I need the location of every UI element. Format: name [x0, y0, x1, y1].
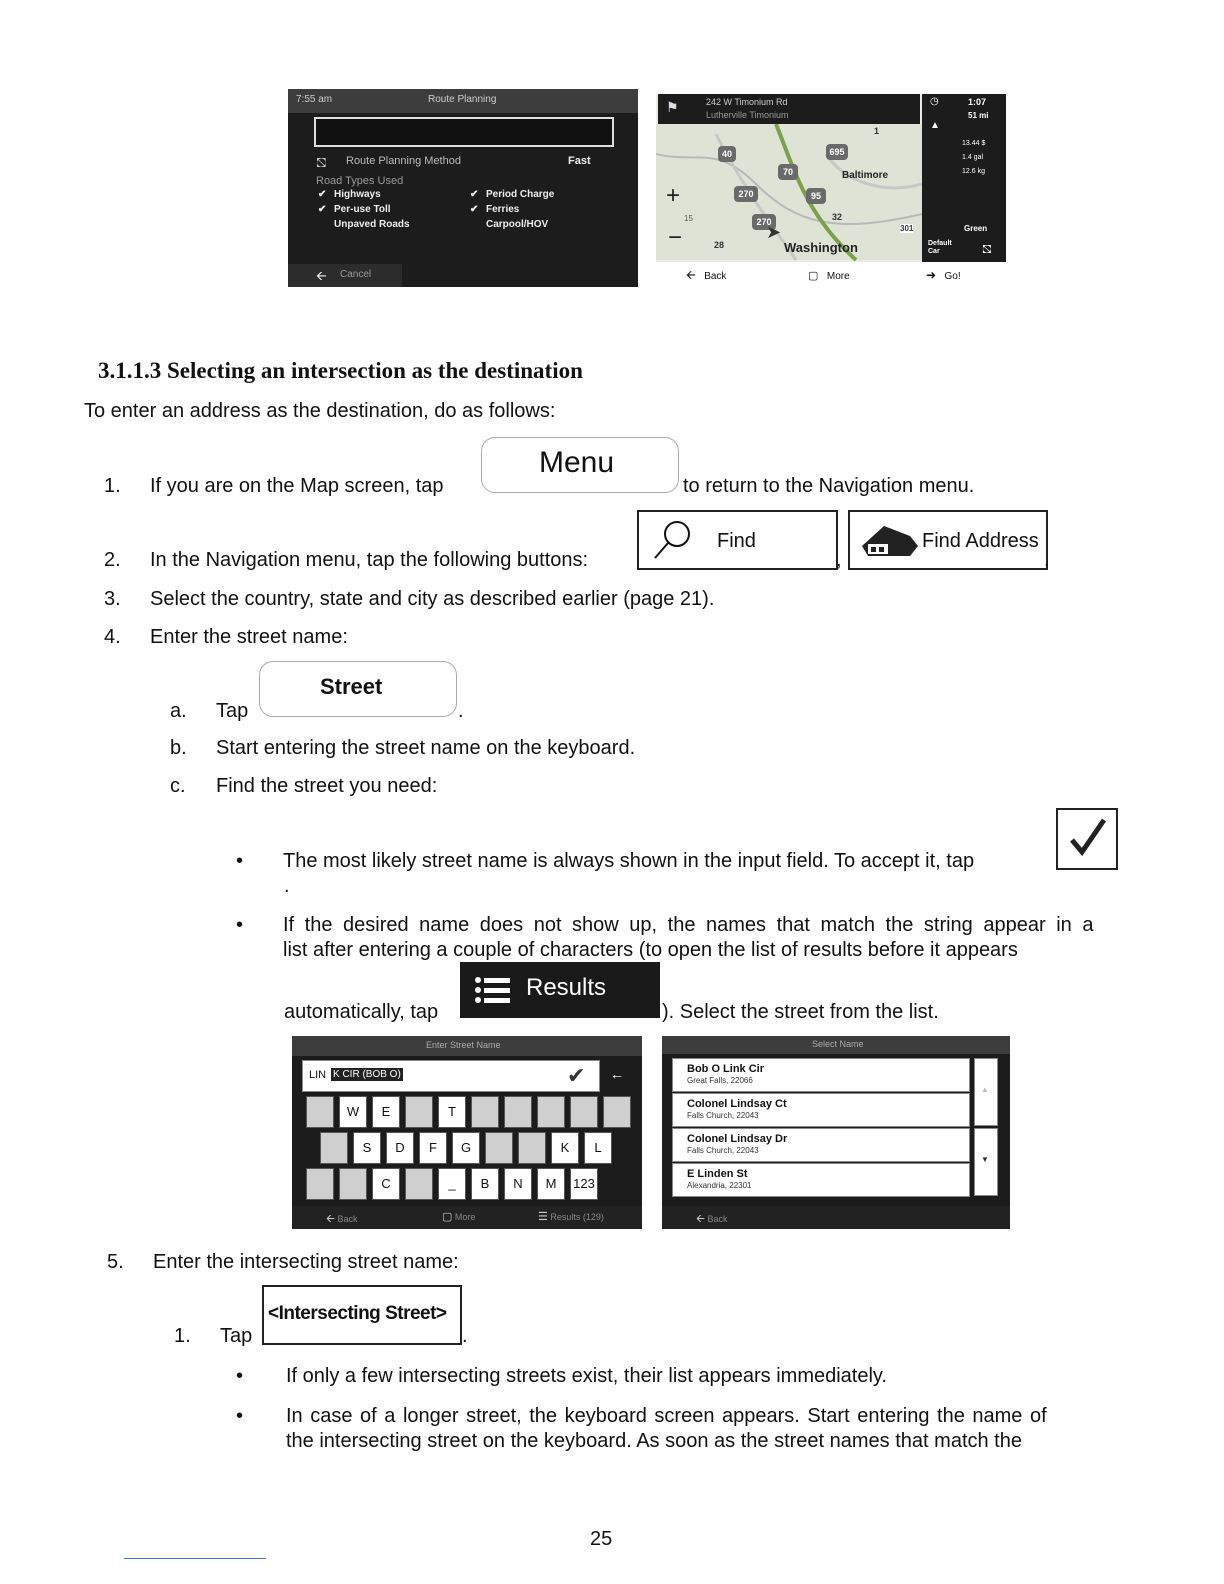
key-x[interactable]: X — [339, 1168, 367, 1200]
street-name: Bob O Link Cir — [687, 1063, 764, 1075]
street-name: Colonel Lindsay Ct — [687, 1098, 787, 1110]
accept-button-image — [1056, 808, 1118, 870]
shield-695: 695 — [826, 144, 848, 160]
kb-results-label: Results (129) — [550, 1212, 604, 1222]
scroll-down-button[interactable] — [974, 1128, 998, 1196]
more-icon: ▢ — [808, 270, 819, 282]
kb-back-label: Back — [337, 1214, 358, 1224]
page-number: 25 — [590, 1528, 613, 1550]
step-3-number: 3. — [104, 588, 121, 610]
shield-301: 301 — [900, 224, 914, 233]
kb-bottom-bar — [292, 1206, 642, 1229]
intersecting-street-button-image — [262, 1285, 462, 1345]
key-m[interactable]: M — [537, 1168, 565, 1200]
shield-270-b: 270 — [752, 214, 776, 230]
step-1-post: to return to the Navigation menu. — [683, 475, 975, 497]
kb-status-bar — [292, 1036, 642, 1056]
back-arrow-icon: 🡨 — [316, 268, 327, 283]
bullet-2-pre: automatically, tap — [284, 1001, 439, 1023]
trip-distance: 51 mi — [968, 111, 989, 120]
car-icon: ⛞ — [316, 155, 327, 170]
section-heading: 3.1.1.3 Selecting an intersection as the destination — [98, 358, 583, 383]
street-location: Falls Church, 22043 — [687, 1146, 759, 1155]
position-arrow-icon: ➤ — [766, 222, 782, 242]
list-status-bar — [662, 1036, 1010, 1054]
substep-5-1-label: 1. — [174, 1325, 191, 1347]
shield-40: 40 — [718, 146, 736, 162]
key-g[interactable]: G — [452, 1132, 480, 1164]
key-j[interactable]: J — [518, 1132, 546, 1164]
step-2-text: In the Navigation menu, tap the following buttons: — [150, 549, 589, 571]
suggested-text: K CIR (BOB O) — [333, 1069, 401, 1080]
scroll-down-icon: ▼ — [981, 1155, 989, 1164]
road-type-item[interactable] — [470, 189, 554, 204]
checkmark-icon — [1068, 816, 1108, 860]
back-arrow-icon: 🡨 — [326, 1213, 335, 1225]
road-type-item[interactable] — [470, 204, 554, 219]
step-5-number: 5. — [107, 1251, 124, 1273]
checkmark-icon: ✔ — [318, 204, 327, 215]
checkmark-icon: ✔ — [470, 189, 479, 200]
map-screenshot — [656, 94, 1006, 286]
bullet-3-text: If only a few intersecting streets exist, their list appears immediately. — [286, 1365, 887, 1387]
scroll-up-button[interactable] — [974, 1058, 998, 1126]
shield-70: 70 — [778, 164, 798, 180]
period: . — [458, 700, 464, 722]
trip-info-panel — [922, 94, 1006, 262]
shield-1: 1 — [874, 126, 880, 136]
vehicle-label: Default Car — [928, 240, 952, 255]
car-icon: ⛞ — [982, 242, 992, 256]
kb-more-label: More — [454, 1212, 476, 1222]
city-washington: Washington — [784, 240, 858, 255]
substep-b-label: b. — [170, 737, 187, 759]
road-type-label: Ferries — [486, 204, 520, 215]
key-u[interactable]: U — [504, 1096, 532, 1128]
step-4-text: Enter the street name: — [150, 626, 348, 648]
back-arrow-icon: 🡨 — [696, 1213, 705, 1225]
checkmark-icon: ✔ — [470, 204, 479, 215]
road-type-item[interactable] — [318, 219, 410, 234]
list-title: Select Name — [812, 1039, 864, 1049]
results-button-label: Results — [526, 974, 607, 1001]
road-type-label: Carpool/HOV — [486, 219, 549, 230]
road-type-label: Period Charge — [486, 189, 555, 200]
scroll-up-icon: ▲ — [981, 1085, 989, 1094]
key-l[interactable]: L — [584, 1132, 612, 1164]
bullet-2-line2: list after entering a couple of characters (to open the list of results before it appears — [283, 939, 1018, 961]
list-back-label: Back — [707, 1214, 728, 1224]
street-input-field[interactable] — [302, 1060, 600, 1092]
trip-co2: 12.6 kg — [962, 168, 985, 175]
checkmark-icon: ✔ — [318, 189, 327, 200]
bullet-dot: • — [236, 914, 244, 936]
accept-check-icon[interactable]: ✔ — [567, 1063, 586, 1088]
clock-icon: ◷ — [930, 96, 939, 107]
key-p[interactable]: P — [603, 1096, 631, 1128]
substep-a-label: a. — [170, 700, 187, 722]
menu-button-label: Menu — [539, 446, 615, 479]
key-y[interactable]: Y — [471, 1096, 499, 1128]
turn-flag-icon: ⚑ — [666, 99, 679, 115]
period: . — [284, 875, 290, 897]
list-item[interactable] — [672, 1058, 970, 1092]
list-item[interactable] — [672, 1163, 970, 1197]
road-type-label: Highways — [334, 189, 381, 200]
backspace-icon[interactable]: ← — [610, 1066, 624, 1082]
cancel-label: Cancel — [340, 269, 372, 280]
key-w[interactable]: W — [339, 1096, 367, 1128]
map-more-label: More — [826, 271, 850, 282]
step-5-text: Enter the intersecting street name: — [153, 1251, 459, 1273]
screen-title: Route Planning — [428, 94, 497, 105]
find-address-button-image — [848, 510, 1048, 570]
key-i[interactable]: I — [537, 1096, 565, 1128]
substep-c-text: Find the street you need: — [216, 775, 438, 797]
key-r[interactable]: R — [405, 1096, 433, 1128]
key-k[interactable]: K — [551, 1132, 579, 1164]
bullet-1-text: The most likely street name is always shown in the input field. To accept it, tap — [283, 850, 975, 872]
kb-more-button[interactable] — [442, 1210, 475, 1223]
period: . — [462, 1325, 468, 1347]
key-s[interactable]: S — [353, 1132, 381, 1164]
find-button-label: Find — [717, 530, 756, 552]
road-type-item[interactable] — [470, 219, 554, 234]
route-method-label: Route Planning Method — [346, 155, 461, 167]
substep-b-text: Start entering the street name on the keyboard. — [216, 737, 636, 759]
street-name: E Linden St — [687, 1168, 748, 1180]
intro-text: To enter an address as the destination, do as follows: — [84, 400, 556, 422]
step-4-number: 4. — [104, 626, 121, 648]
street-location: Falls Church, 22043 — [687, 1111, 759, 1120]
road-type-label: Unpaved Roads — [334, 219, 410, 230]
street-location: Great Falls, 22066 — [687, 1076, 753, 1085]
trip-cost: 13.44 $ — [962, 140, 986, 147]
substep-5-1-pre: Tap — [220, 1325, 253, 1347]
key-t[interactable]: T — [438, 1096, 466, 1128]
kb-title: Enter Street Name — [426, 1040, 501, 1050]
key-space[interactable]: _ — [438, 1168, 466, 1200]
key-z[interactable]: Z — [306, 1168, 334, 1200]
substep-a-pre: Tap — [216, 700, 249, 722]
shield-32: 32 — [832, 212, 843, 222]
street-name: Colonel Lindsay Dr — [687, 1133, 788, 1145]
road-types-label: Road Types Used — [316, 175, 404, 187]
typed-text: LIN — [309, 1069, 327, 1081]
street-button-label: Street — [320, 674, 383, 699]
bullet-4-line2: the intersecting street on the keyboard. As soon as the street names that match the — [286, 1430, 1022, 1452]
key-q[interactable]: Q — [306, 1096, 334, 1128]
list-icon: ☰ — [538, 1211, 548, 1223]
go-label: Go! — [944, 271, 961, 282]
step-1-pre: If you are on the Map screen, tap — [150, 475, 444, 497]
zoom-in-icon[interactable]: + — [666, 182, 681, 209]
shield-28: 28 — [714, 240, 725, 250]
comma: , — [836, 549, 842, 571]
list-item[interactable] — [672, 1093, 970, 1127]
route-planning-screenshot — [288, 89, 638, 287]
substep-c-label: c. — [170, 775, 186, 797]
road-types-right — [470, 189, 554, 234]
status-bar — [288, 89, 638, 113]
shield-270: 270 — [734, 186, 758, 202]
bullet-2-line1: If the desired name does not show up, the names that match the string appear in a — [283, 914, 1094, 936]
street-location: Alexandria, 22301 — [687, 1181, 752, 1190]
key-123[interactable]: 123 — [570, 1168, 598, 1200]
key-f[interactable]: F — [419, 1132, 447, 1164]
address-line2: Lutherville Timonium — [706, 110, 789, 120]
road-type-item[interactable] — [318, 189, 410, 204]
bullet-dot: • — [236, 1405, 244, 1427]
bullet-2-post: ). Select the street from the list. — [662, 1001, 939, 1023]
key-a[interactable]: A — [320, 1132, 348, 1164]
key-h[interactable]: H — [485, 1132, 513, 1164]
warning-icon: ▲ — [930, 120, 940, 131]
forward-arrow-icon: ➜ — [926, 268, 937, 282]
key-v[interactable]: V — [405, 1168, 433, 1200]
step-2-number: 2. — [104, 549, 121, 571]
route-method-value: Fast — [568, 155, 591, 167]
list-back-button[interactable] — [696, 1210, 727, 1229]
find-address-button-label: Find Address — [922, 530, 1039, 552]
zoom-out-icon[interactable]: − — [668, 224, 683, 251]
footer-rule — [124, 1558, 266, 1559]
map-back-button[interactable] — [686, 266, 726, 286]
kb-results-button[interactable] — [538, 1210, 604, 1223]
street-list-screenshot — [662, 1036, 1010, 1229]
map-back-label: Back — [704, 271, 727, 282]
city-baltimore: Baltimore — [842, 170, 889, 181]
eco-label: Green — [964, 224, 988, 233]
kb-back-button[interactable] — [326, 1210, 357, 1229]
address-bar — [658, 94, 920, 124]
street-button-image — [259, 661, 457, 717]
key-e[interactable]: E — [372, 1096, 400, 1128]
key-b[interactable]: B — [471, 1168, 499, 1200]
trip-fuel: 1.4 gal — [962, 154, 984, 161]
step-3-text: Select the country, state and city as described earlier (page 21). — [150, 588, 715, 610]
find-button-image — [637, 510, 838, 570]
list-icon — [474, 976, 514, 1004]
shield-95: 95 — [806, 188, 826, 204]
key-o[interactable]: O — [570, 1096, 598, 1128]
trip-time: 1:07 — [968, 97, 987, 107]
road-type-label: Per-use Toll — [334, 204, 391, 215]
period: . — [1044, 549, 1050, 571]
step-1-number: 1. — [104, 475, 121, 497]
address-line1: 242 W Timonium Rd — [706, 97, 788, 107]
back-arrow-icon: 🡨 — [686, 268, 696, 282]
more-icon: ▢ — [442, 1211, 453, 1223]
key-c[interactable]: C — [372, 1168, 400, 1200]
route-input-field[interactable] — [314, 117, 614, 147]
shield-15: 15 — [684, 214, 693, 223]
bullet-dot: • — [236, 850, 244, 872]
map-more-button[interactable] — [808, 266, 850, 284]
intersecting-street-label: <Intersecting Street> — [268, 1303, 447, 1324]
go-button[interactable] — [926, 266, 961, 284]
status-time: 7:55 am — [296, 94, 333, 105]
bullet-dot: • — [236, 1365, 244, 1387]
magnifier-icon — [649, 518, 695, 562]
list-bottom-bar — [662, 1206, 1010, 1229]
key-n[interactable]: N — [504, 1168, 532, 1200]
cancel-button[interactable] — [288, 264, 402, 287]
results-button-image — [460, 962, 660, 1018]
map-bottom-bar — [656, 262, 1006, 286]
road-types-left — [318, 189, 410, 234]
road-type-item[interactable] — [318, 204, 410, 219]
list-item[interactable] — [672, 1128, 970, 1162]
bullet-4-line1: In case of a longer street, the keyboard screen appears. Start entering the name of — [286, 1405, 1047, 1427]
key-d[interactable]: D — [386, 1132, 414, 1164]
menu-button-image — [481, 437, 679, 493]
keyboard-screenshot — [292, 1036, 642, 1229]
house-icon — [858, 518, 920, 560]
